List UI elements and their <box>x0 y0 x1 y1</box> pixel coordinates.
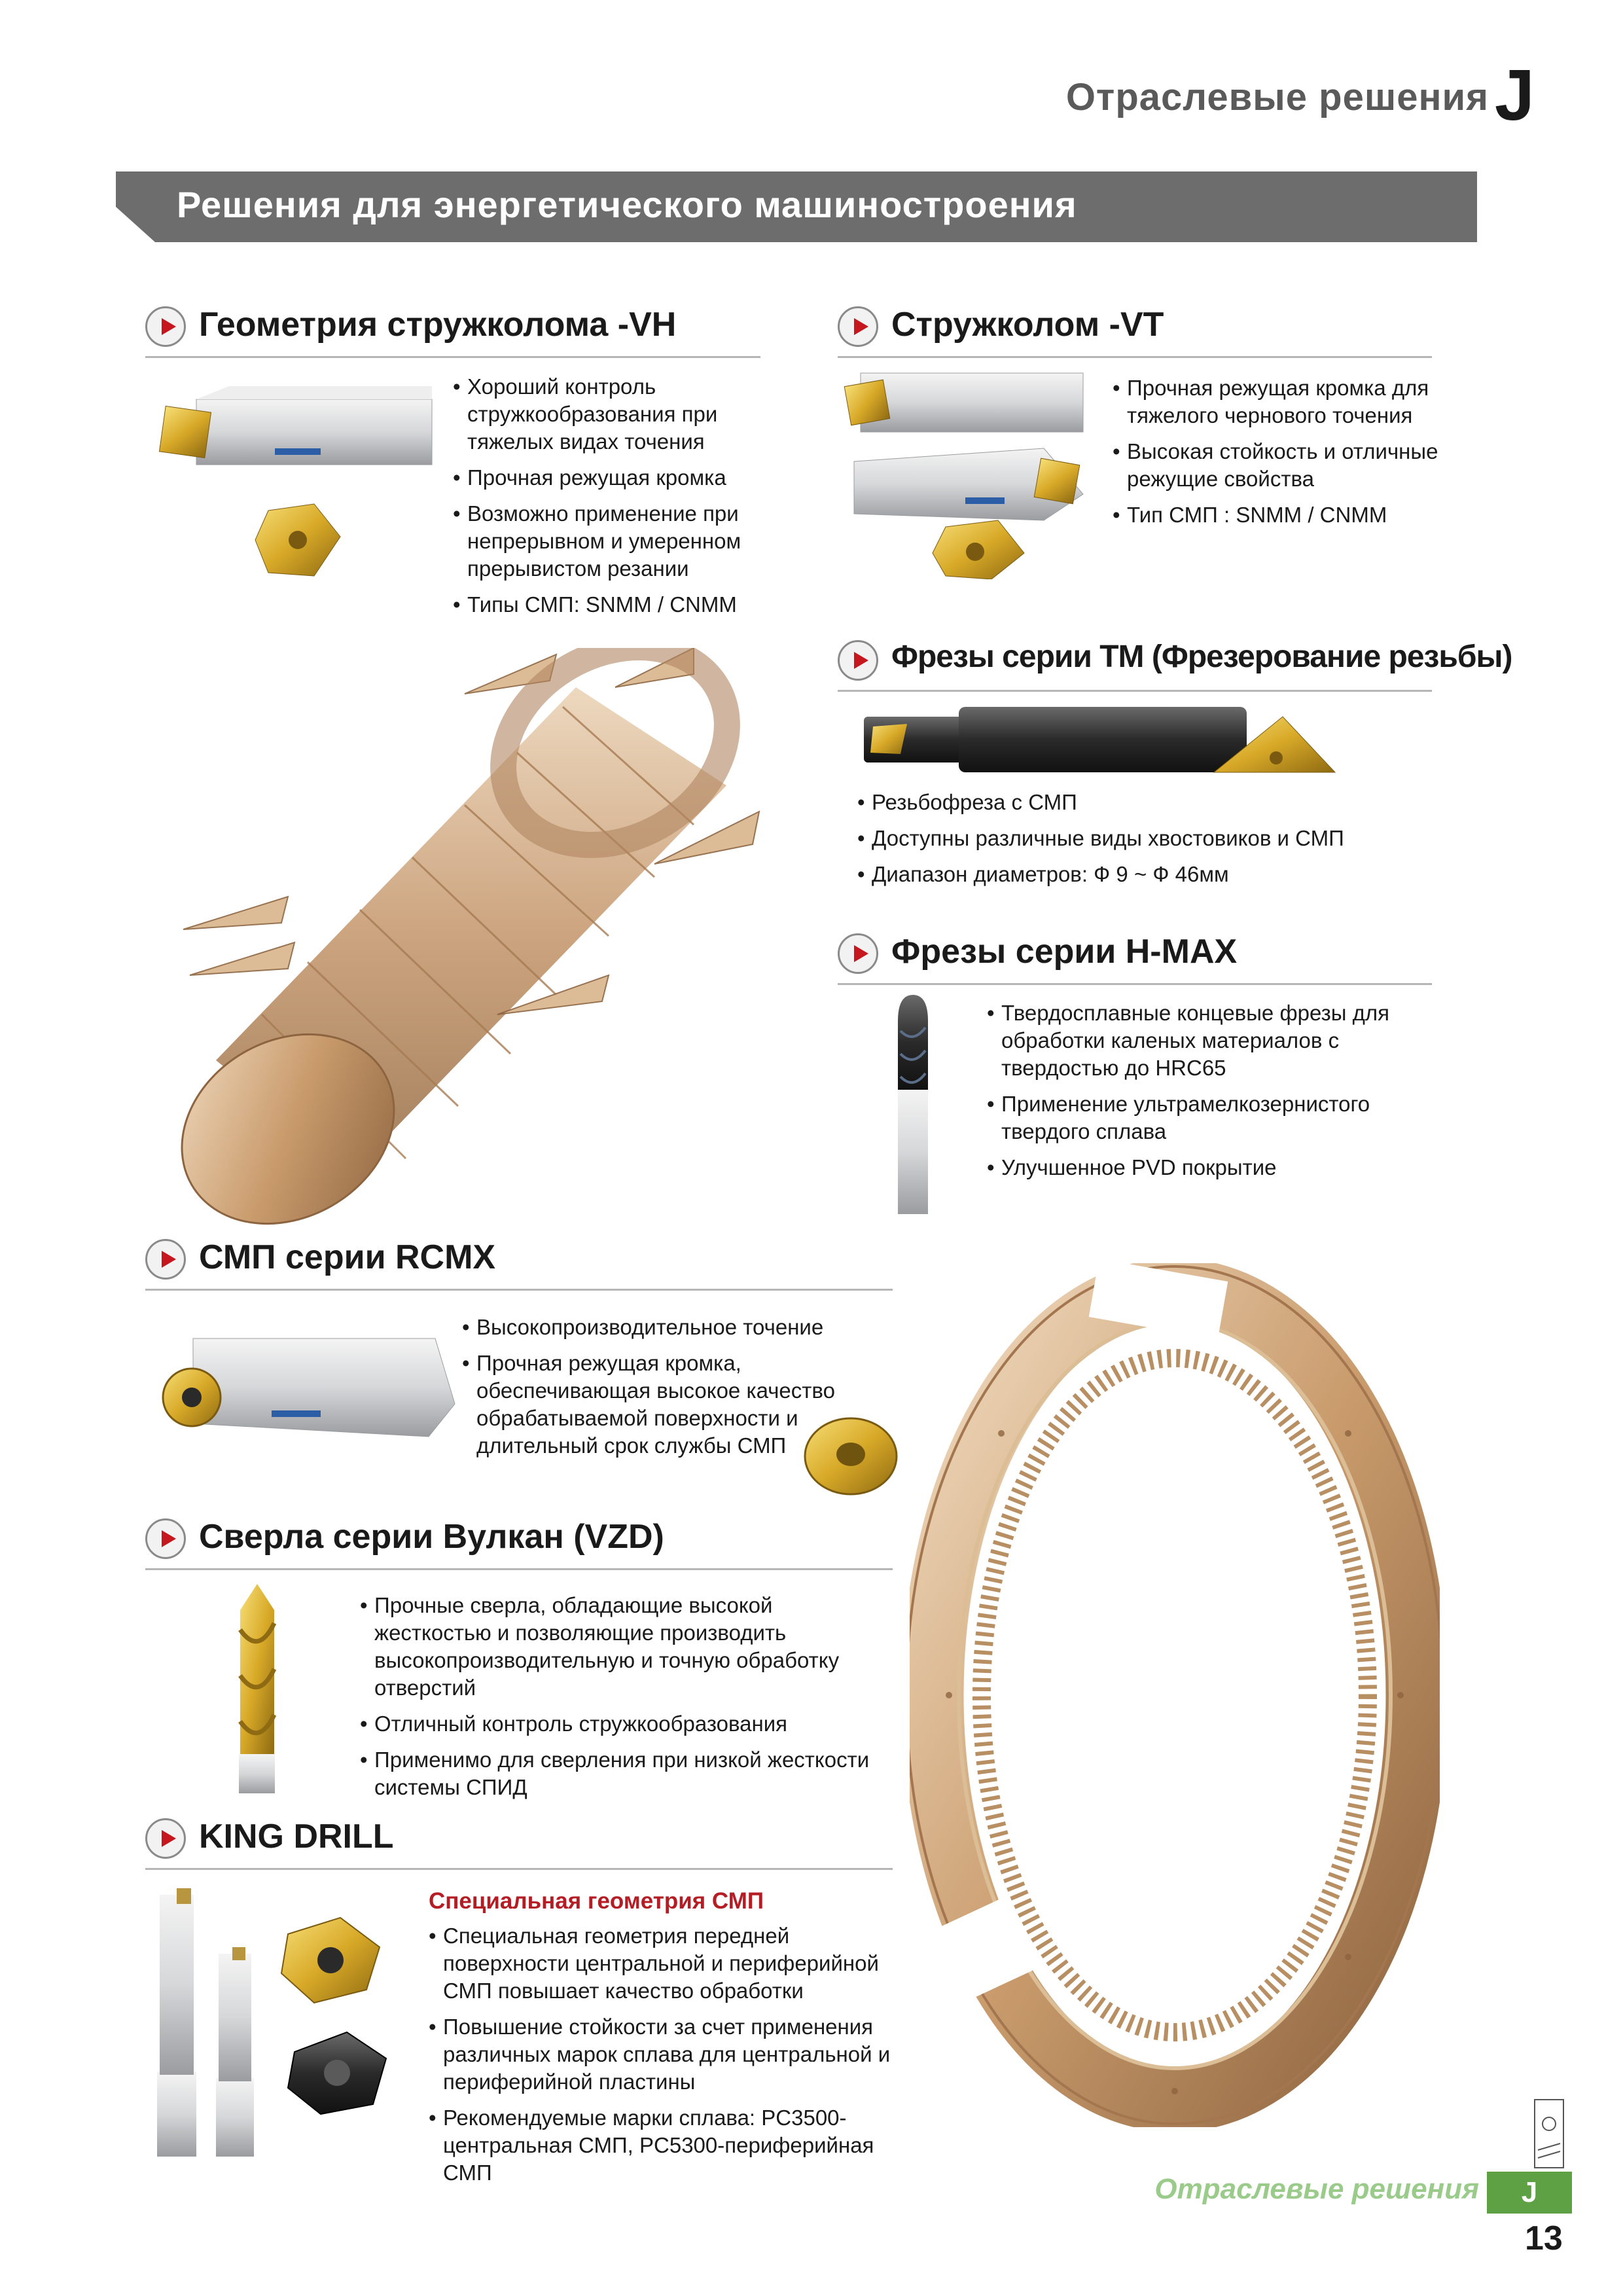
section-heading-vzd <box>145 1513 893 1568</box>
section-title: СМП серии RCMX <box>199 1238 496 1276</box>
king-drill-subtitle: Специальная геометрия СМП <box>429 1888 764 1914</box>
list-item: • Твердосплавные концевые фрезы для обработки каленых материалов с твердостью до HRC65 <box>987 999 1432 1082</box>
rcmx-tool-holder-image <box>154 1325 461 1456</box>
list-item: • Доступны различные виды хвостовиков и СМП <box>857 825 1446 852</box>
divider <box>145 356 760 358</box>
play-icon <box>838 933 878 974</box>
king-drill-image <box>151 1882 393 2157</box>
play-icon <box>145 1239 186 1280</box>
list-item: • Прочная режущая кромка для тяжелого чернового точения <box>1113 374 1440 429</box>
list-item: • Возможно применение при непрерывном и умеренном прерывистом резании <box>453 500 767 583</box>
turbine-rotor-image <box>157 648 785 1230</box>
vh-tool-holder-image <box>157 386 445 583</box>
hmax-feature-list <box>987 999 1432 1190</box>
list-item: • Высокая стойкость и отличные режущие свойства <box>1113 438 1440 493</box>
play-icon <box>145 1818 186 1859</box>
divider <box>145 1289 893 1291</box>
list-item: • Типы СМП: SNMM / CNMM <box>453 591 767 619</box>
list-item: • Применение ультрамелкозернистого твердого сплава <box>987 1090 1432 1145</box>
banner-title: Решения для энергетического машиностроения <box>177 184 1077 225</box>
section-heading-vh <box>145 301 760 356</box>
vt-tool-holders-image <box>841 363 1103 579</box>
list-item: • Высокопроизводительное точение <box>462 1314 881 1341</box>
section-title: Фрезы серии H-MAX <box>891 933 1238 971</box>
list-item: • Повышение стойкости за счет применения различных марок сплава для центральной и периферийной пластины <box>429 2013 900 2096</box>
play-icon <box>838 640 878 681</box>
play-icon <box>145 1518 186 1559</box>
list-item: • Рекомендуемые марки сплава: PC3500-центральная СМП, PC5300-периферийная СМП <box>429 2104 900 2187</box>
header-title: Отраслевые решения <box>1065 76 1489 118</box>
tm-feature-list <box>857 789 1446 897</box>
section-heading-rcmx <box>145 1234 893 1289</box>
list-item: • Специальная геометрия передней поверхности центральной и периферийной СМП повышает качество обработки <box>429 1922 900 2005</box>
divider <box>838 690 1432 692</box>
list-item: • Прочная режущая кромка, обеспечивающая высокое качество обрабатываемой поверхности и длительный срок службы СМП <box>462 1350 881 1460</box>
section-heading-vt <box>838 301 1432 356</box>
divider <box>838 983 1432 985</box>
section-heading-king-drill <box>145 1813 893 1868</box>
ring-gear-image <box>910 1263 1440 2127</box>
list-item: • Прочная режущая кромка <box>453 464 767 492</box>
list-item: • Тип СМП : SNMM / CNMM <box>1113 501 1440 529</box>
footer-section-tab: J <box>1487 2172 1572 2214</box>
section-title: Фрезы серии TM (Фрезерование резьбы) <box>891 639 1512 674</box>
list-item: • Применимо для сверления при низкой жесткости системы СПИД <box>360 1746 883 1801</box>
section-title: KING DRILL <box>199 1818 394 1856</box>
footer-text: Отраслевые решения <box>1154 2173 1479 2205</box>
section-heading-tm <box>838 635 1512 690</box>
play-icon <box>145 306 186 347</box>
page-number: 13 <box>1525 2219 1563 2257</box>
list-item: • Отличный контроль стружкообразования <box>360 1710 883 1738</box>
rcmx-insert-image <box>802 1414 900 1499</box>
tm-thread-mill-image <box>864 700 1427 785</box>
vzd-feature-list <box>360 1592 883 1810</box>
hmax-endmill-image <box>890 992 942 1214</box>
list-item: • Диапазон диаметров: Ф 9 ~ Ф 46мм <box>857 861 1446 888</box>
section-title: Геометрия стружколома -VH <box>199 306 677 344</box>
list-item: • Улучшенное PVD покрытие <box>987 1154 1432 1181</box>
side-thumbnail-icon <box>1533 2098 1565 2170</box>
header-section-letter: J <box>1494 55 1535 135</box>
vzd-drill-image <box>226 1584 291 1793</box>
vh-feature-list <box>453 373 767 627</box>
divider <box>145 1568 893 1570</box>
divider <box>145 1868 893 1870</box>
section-heading-hmax <box>838 928 1432 983</box>
king-drill-feature-list <box>429 1922 900 2195</box>
section-title: Стружколом -VT <box>891 306 1164 344</box>
banner-notch <box>116 171 168 242</box>
section-title: Сверла серии Вулкан (VZD) <box>199 1518 664 1556</box>
list-item: • Хороший контроль стружкообразования при тяжелых видах точения <box>453 373 767 456</box>
list-item: • Прочные сверла, обладающие высокой жесткостью и позволяющие производить высокопроизводительную и точную обработку отверстий <box>360 1592 883 1702</box>
play-icon <box>838 306 878 347</box>
list-item: • Резьбофреза с СМП <box>857 789 1446 816</box>
divider <box>838 356 1432 358</box>
vt-feature-list <box>1113 374 1440 537</box>
